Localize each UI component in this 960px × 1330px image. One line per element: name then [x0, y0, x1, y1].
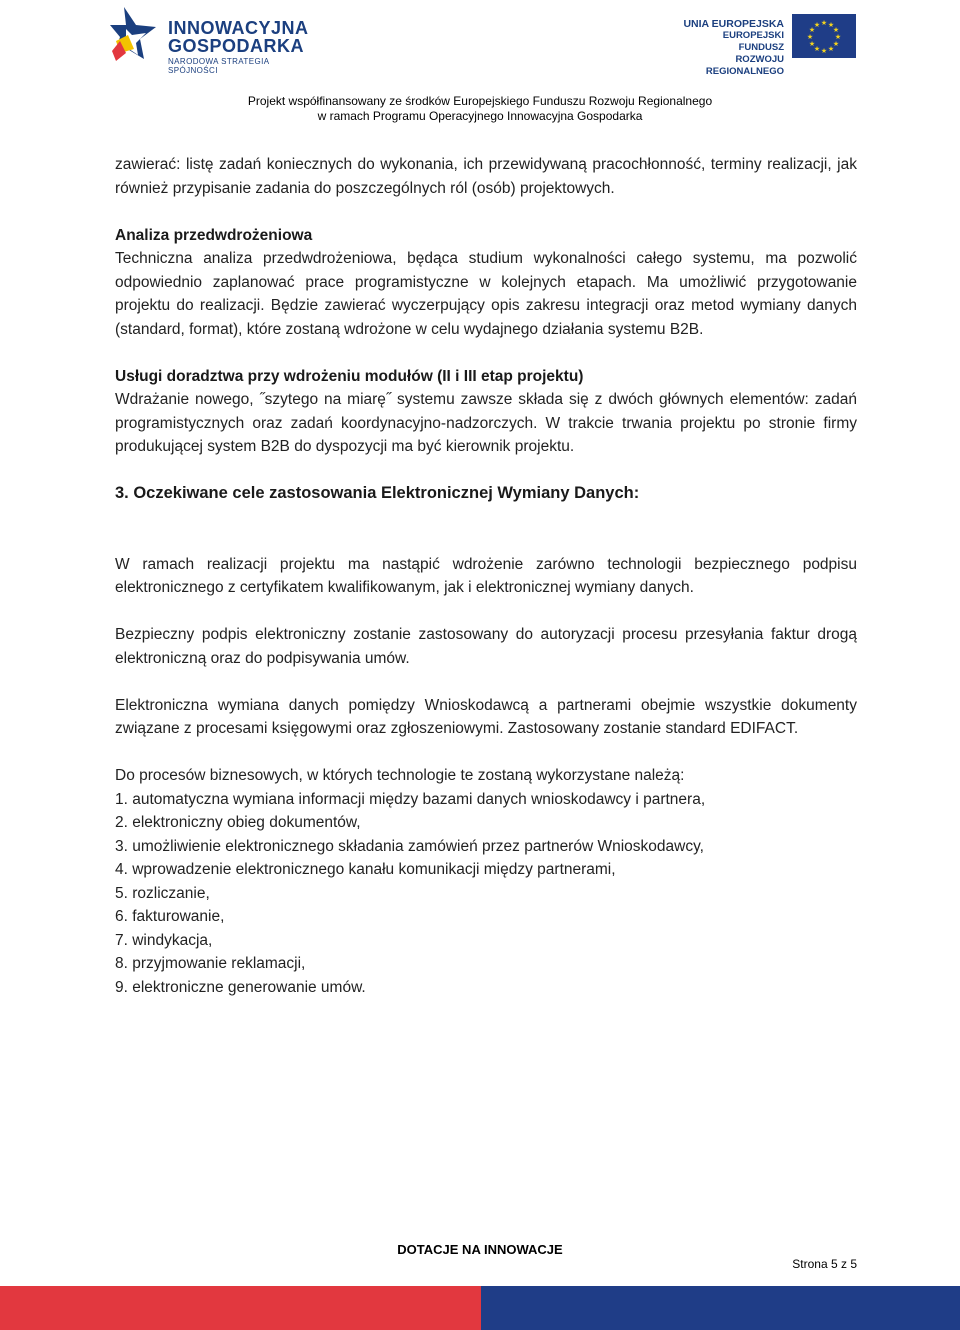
- list-item: 8. przyjmowanie reklamacji,: [115, 955, 306, 972]
- eu-logo: [676, 14, 856, 77]
- list-item: 4. wprowadzenie elektronicznego kanału komunikacji między partnerami,: [115, 861, 616, 878]
- section-text-analysis: Techniczna analiza przedwdrożeniowa, będąca studium wykonalności całego systemu, ma pozwolić odpowiednio zaplanować prace programistyczne w kolejnych etapach. Ma umożliwić przygotowanie projektu do realizacji. Będzie zawierać wyczerpujący opis zakresu integracji oraz metod wymiany danych (standard, format), które zostaną wdrożone w celu wydajnego działania systemu B2B.: [115, 250, 857, 338]
- list-item: 2. elektroniczny obieg dokumentów,: [115, 814, 361, 831]
- list-item: 5. rozliczanie,: [115, 884, 210, 902]
- paragraph-signature: W ramach realizacji projektu ma nastąpić wdrożenie zarówno technologii bezpiecznego podpisu elektronicznego z certyfikatem kwalifikowanym, jak i elektronicznej wymiany danych.: [115, 555, 857, 596]
- business-process-list: [115, 788, 857, 1000]
- document-body: [115, 153, 857, 999]
- project-line-1: Projekt współfinansowany ze środków Europejskiego Funduszu Rozwoju Regionalnego: [247, 94, 713, 108]
- section-text-consulting: Wdrażanie nowego, ˝szytego na miarę˝ systemu zawsze składa się z dwóch głównych elementów: zadań programistycznych oraz zadań koordynacyjno-nadzorczych. W trakcie trwania projektu po stronie firmy produkującej system B2B do dyspozycji ma być kierownik projektu.: [115, 391, 857, 455]
- footer-title: DOTACJE NA INNOWACJE: [397, 1242, 563, 1257]
- svg-text:★: ★: [827, 45, 835, 53]
- logo-left-line3: NARODOWA STRATEGIA SPÓJNOŚCI: [168, 57, 269, 75]
- logo-left-line1: INNOWACYJNA: [168, 18, 309, 38]
- page-number: Strona 5 z 5: [792, 1257, 857, 1271]
- innowacyjna-gospodarka-logo: [110, 5, 320, 75]
- eu-flag-icon: [792, 14, 856, 58]
- list-item: 7. windykacja,: [115, 931, 213, 949]
- eu-logo-line1: UNIA EUROPEJSKA: [683, 18, 784, 30]
- svg-text:★: ★: [834, 33, 842, 41]
- svg-text:★: ★: [832, 26, 840, 34]
- list-item: 3. umożliwienie elektronicznego składania zamówień przez partnerów Wnioskodawcy,: [115, 837, 704, 855]
- list-item: 9. elektroniczne generowanie umów.: [115, 978, 366, 996]
- logo-left-line2: GOSPODARKA: [168, 36, 305, 56]
- list-intro: Do procesów biznesowych, w których technologie te zostaną wykorzystane należą:: [115, 767, 685, 784]
- paragraph-edi: Elektroniczna wymiana danych pomiędzy Wnioskodawcą a partnerami obejmie wszystkie dokumenty związane z procesami księgowymi oraz zgłoszeniowymi. Zastosowany zostanie standard EDIFACT.: [115, 696, 857, 737]
- section-heading-edi-goals: 3. Oczekiwane cele zastosowania Elektronicznej Wymiany Danych:: [115, 484, 640, 502]
- svg-text:★: ★: [820, 19, 828, 27]
- svg-text:★: ★: [808, 26, 816, 34]
- section-heading-analysis: Analiza przedwdrożeniowa: [115, 226, 313, 244]
- svg-text:★: ★: [813, 21, 821, 29]
- svg-text:★: ★: [827, 21, 835, 29]
- footer-bar-blue: [481, 1286, 960, 1330]
- section-heading-consulting: Usługi doradztwa przy wdrożeniu modułów (II i III etap projektu): [115, 367, 584, 385]
- paragraph-secure-signature: Bezpieczny podpis elektroniczny zostanie zastosowany do autoryzacji procesu przesyłania faktur drogą elektroniczną oraz do podpisywania umów.: [115, 626, 857, 667]
- list-item: 6. fakturowanie,: [115, 908, 225, 925]
- eu-logo-line3: ROZWOJU REGIONALNEGO: [705, 54, 784, 77]
- eu-logo-line2: EUROPEJSKI FUNDUSZ: [722, 30, 784, 53]
- svg-text:★: ★: [808, 40, 816, 48]
- project-line-2: w ramach Programu Operacyjnego Innowacyjna Gospodarka: [317, 109, 643, 123]
- intro-paragraph: zawierać: listę zadań koniecznych do wykonania, ich przewidywaną pracochłonność, terminy realizacji, jak również przypisanie zadania do poszczególnych ról (osób) projektowych.: [115, 156, 857, 197]
- footer-bar-red: [0, 1286, 481, 1330]
- svg-text:★: ★: [806, 33, 814, 41]
- svg-text:★: ★: [832, 40, 840, 48]
- svg-text:★: ★: [813, 45, 821, 53]
- star-arrow-icon: [110, 5, 162, 67]
- list-item: 1. automatyczna wymiana informacji między bazami danych wnioskodawcy i partnera,: [115, 790, 706, 808]
- svg-text:★: ★: [820, 47, 828, 55]
